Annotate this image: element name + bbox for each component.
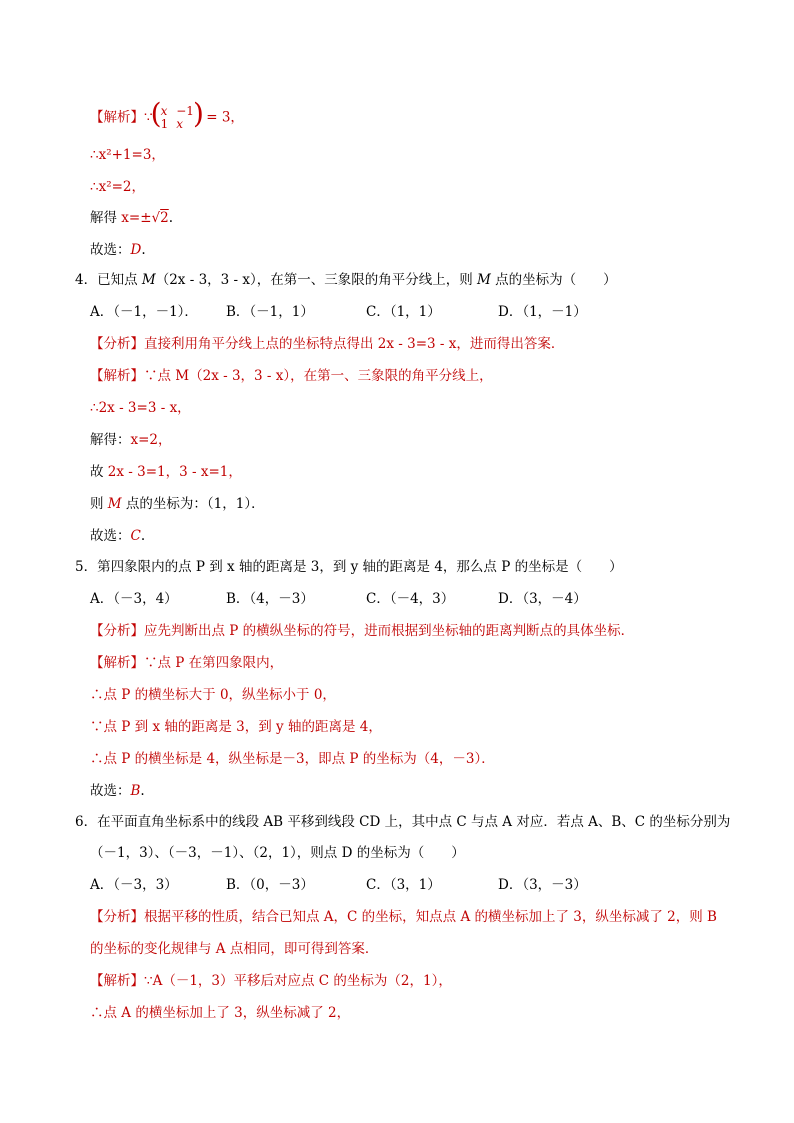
q4-fenxi: [90, 334, 564, 354]
var: M: [107, 496, 122, 512]
option-c: C．（3，1）: [366, 877, 441, 893]
option-d: D．（3，－4）: [498, 591, 587, 607]
q4-answer: [90, 526, 145, 546]
q5-stem: 5．第四象限内的点 P 到 x 轴的距离是 3，到 y 轴的距离是 4，那么点 P 的坐标是（ ）: [75, 559, 623, 575]
option-d: D．（3，－3）: [498, 877, 587, 893]
text: 4．已知点: [75, 272, 142, 288]
option-b: B．（0，－3）: [226, 877, 314, 893]
q4-line-4: [90, 494, 265, 514]
fenxi-tag: 【分析】: [90, 336, 144, 352]
text: 解得: [90, 210, 122, 226]
q6-fenxi: [90, 907, 717, 927]
answer-label: 故选：: [90, 242, 131, 258]
option-b: B．（－1，1）: [226, 304, 314, 320]
text: 故: [90, 464, 108, 480]
option-d: D．（1，－1）: [498, 304, 587, 320]
q4-stem: [75, 270, 617, 290]
text: .: [140, 783, 145, 799]
fenxi-text: 直接利用角平分线上点的坐标特点得出 2x - 3=3 - x，进而得出答案．: [144, 336, 565, 352]
because-symbol: ∵: [144, 109, 153, 126]
q4-line-1: ∴2x - 3=3 - x，: [90, 400, 191, 416]
matrix-cell: x: [176, 117, 184, 131]
q3-line-2: ∴x²=2，: [90, 179, 146, 195]
option-a: A．（－1，－1）．: [90, 304, 198, 320]
q5-answer: [90, 781, 145, 801]
text: 解得：: [90, 432, 131, 448]
q3-line-3: [90, 208, 173, 228]
jiexi-text: ∵点 M（2x - 3，3 - x），在第一、三象限的角平分线上，: [144, 368, 493, 384]
equation-text: = 3，: [201, 109, 244, 126]
sqrt-symbol: √: [151, 210, 161, 226]
q5-fenxi: [90, 621, 634, 641]
answer-label: 故选：: [90, 783, 131, 799]
text: 点的坐标为（ ）: [490, 272, 617, 288]
var: M: [141, 272, 156, 288]
q6-stem-2: （－1，3）、（－3，－1）、（2，1），则点 D 的坐标为（ ）: [90, 845, 465, 861]
fenxi-tag: 【分析】: [90, 909, 144, 925]
answer-letter: D: [130, 242, 142, 258]
q5-line-3: ∴点 P 的横坐标是 4，纵坐标是－3，即点 P 的坐标为（4，－3）．: [90, 751, 495, 767]
answer-letter: C: [130, 528, 141, 544]
matrix-cell: 1: [160, 117, 169, 131]
jiexi-tag: 【解析】: [90, 109, 144, 126]
q4-options: [90, 302, 730, 322]
answer-letter: B: [130, 783, 141, 799]
jiexi-tag: 【解析】: [90, 655, 144, 671]
text: .: [140, 528, 146, 544]
text: x=±: [121, 210, 152, 226]
matrix-cell: −1: [176, 104, 194, 118]
q5-options: [90, 589, 730, 609]
q3-jiexi-line: [90, 97, 244, 131]
jiexi-tag: 【解析】: [90, 368, 144, 384]
q5-line-1: ∴点 P 的横坐标大于 0，纵坐标小于 0，: [90, 687, 336, 703]
jiexi-text: ∵A（－1，3）平移后对应点 C 的坐标为（2，1），: [144, 973, 452, 989]
text: 点的坐标为：（1，1）．: [121, 496, 265, 512]
q6-fenxi-2: 的坐标的变化规律与 A 点相同，即可得到答案．: [90, 941, 379, 957]
fenxi-tag: 【分析】: [90, 623, 144, 639]
fenxi-text: 应先判断出点 P 的横纵坐标的符号，进而根据到坐标轴的距离判断点的具体坐标．: [144, 623, 635, 639]
answer-label: 故选：: [90, 528, 131, 544]
q4-jiexi: [90, 366, 493, 386]
option-c: C．（1，1）: [366, 304, 441, 320]
option-b: B．（4，－3）: [226, 591, 314, 607]
q4-line-2: [90, 430, 172, 450]
sqrt-value: 2: [160, 210, 169, 226]
text: x=2，: [130, 432, 172, 448]
matrix-cell: x: [160, 104, 168, 118]
text: （2x - 3，3 - x），在第一、三象限的角平分线上，则: [155, 272, 478, 288]
text: .: [141, 242, 146, 258]
q4-line-3: [90, 462, 242, 482]
q6-line-1: ∴点 A 的横坐标加上了 3，纵坐标减了 2，: [90, 1005, 351, 1021]
option-c: C．（－4，3）: [366, 591, 455, 607]
determinant: ( x −1 1 x ): [150, 97, 204, 131]
jiexi-text: ∵点 P 在第四象限内，: [144, 655, 284, 671]
q6-options: [90, 875, 730, 895]
text: 则: [90, 496, 108, 512]
q3-line-1: ∴x²+1=3，: [90, 147, 165, 163]
q5-jiexi: [90, 653, 283, 673]
q3-answer: [90, 240, 146, 260]
q5-line-2: ∵点 P 到 x 轴的距离是 3，到 y 轴的距离是 4，: [90, 719, 382, 735]
q6-jiexi: [90, 971, 452, 991]
text: 2x - 3=1，3 - x=1，: [107, 464, 242, 480]
text: .: [168, 210, 174, 226]
fenxi-text: 根据平移的性质，结合已知点 A，C 的坐标，知点点 A 的横坐标加上了 3，纵坐标减了 2，则 B: [144, 909, 717, 925]
q6-stem-1: 6．在平面直角坐标系中的线段 AB 平移到线段 CD 上，其中点 C 与点 A 对应．若点 A、B、C 的坐标分别为: [75, 814, 731, 830]
option-a: A．（－3，4）: [90, 591, 178, 607]
jiexi-tag: 【解析】: [90, 973, 144, 989]
var: M: [477, 272, 491, 288]
option-a: A．（－3，3）: [90, 877, 178, 893]
